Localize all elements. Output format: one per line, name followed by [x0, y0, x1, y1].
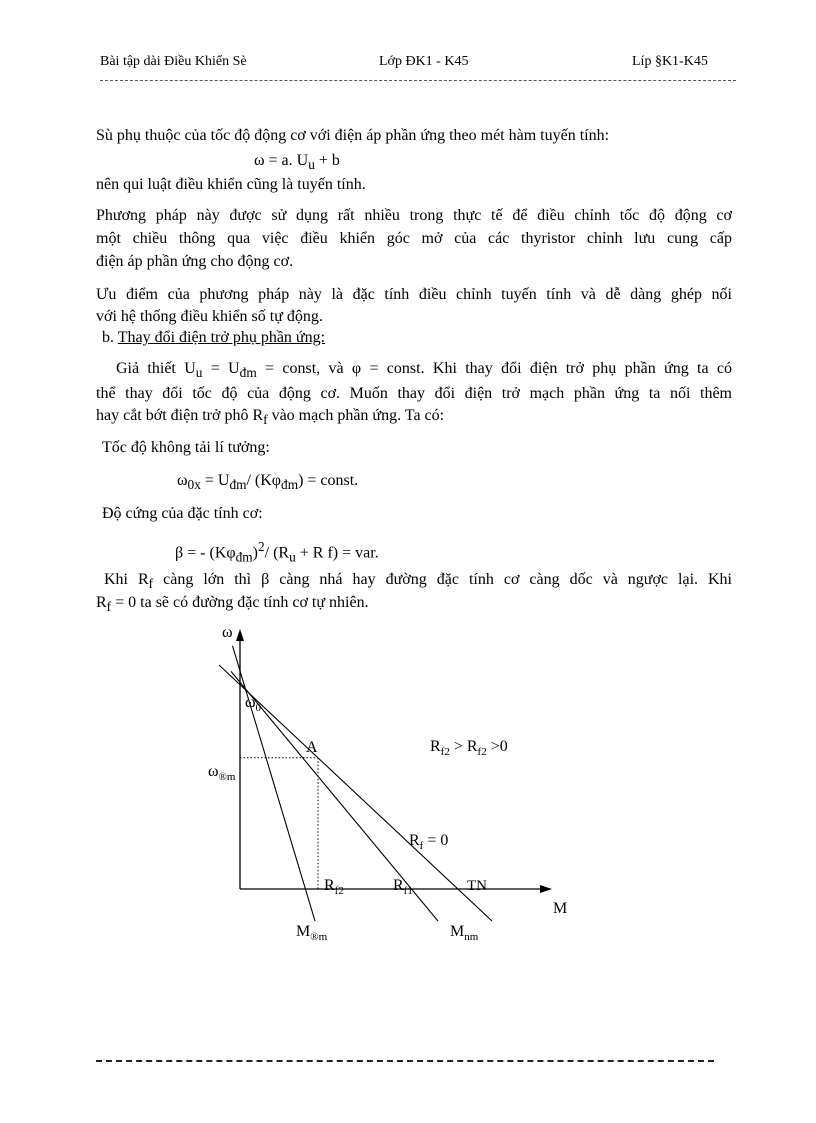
stiffness-formula: β = - $(K\varphi_{đm})^2/$ ($R_u + R$ f) = var. — [175, 539, 379, 565]
header-right: Líp §K1-K45 — [632, 54, 708, 69]
no-load-speed-label: Tốc độ không tải lí tưởng: — [102, 439, 270, 456]
section-b-heading: b. Thay đổi điện trở phụ phần ứng: — [102, 329, 326, 346]
footer-divider — [96, 1060, 714, 1062]
para7-line2: $R_f = 0$ ta sẽ có đường đặc tính cơ tự nhiên. — [96, 594, 369, 615]
rf-zero-label: $R_f = 0$ — [409, 832, 449, 852]
point-a-label: A — [306, 739, 318, 756]
header-left: Bài tập dài Điều Khiển Sè — [100, 54, 247, 69]
rf2-label: $R_{f2}$ — [324, 877, 344, 897]
stiffness-label: Độ cứng của đặc tính cơ: — [102, 505, 263, 522]
para1-line1: Sù phụ thuộc của tốc độ động cơ với điện áp phần ứng theo mét hàm tuyến tính: — [96, 127, 610, 144]
para3-line1: Ưu điểm của phương pháp này là đặc tính điều chỉnh tuyến tính và dễ dàng ghép nối — [96, 286, 732, 303]
no-load-speed-formula: $\omega_{0x} = U_{đm}/$ $(K\varphi_{đm})$ = const. — [177, 472, 359, 493]
para2-line2: một chiều thông qua việc điều khiển góc mở của các thyristor chỉnh lưu cung cấp — [96, 230, 732, 247]
omega-axis-arrow — [236, 629, 244, 641]
para7-line1: Khi $R_f$ càng lớn thì β càng nhá hay đường đặc tính cơ càng dốc và ngược lại. Khi — [104, 571, 733, 592]
omega-axis-label: ω — [222, 624, 233, 641]
torque-axis-label: M — [553, 900, 568, 917]
header-center: Lớp ĐK1 - K45 — [379, 54, 469, 69]
m-nm-label: $M_{nm}$ — [450, 923, 479, 943]
para4-line2: thể thay đổi tốc độ của động cơ. Muốn thay đổi điện trở mạch phần ứng ta nối thêm — [96, 385, 732, 402]
para1-line2: nên qui luật điều khiển cũng là tuyến tính. — [96, 176, 366, 193]
para3-line2: với hệ thống điều khiển số tự động. — [96, 308, 323, 325]
para4-line1: Giả thiết $U_u = U_{đm}$ = const, và φ = const. Khi thay đổi điện trở phụ phần ứng ta có — [116, 360, 733, 381]
para4-line3: hay cắt bớt điện trở phô $R_f$ vào mạch phần ứng. Ta có: — [96, 407, 445, 428]
resistance-inequality: $R_{f2} > R_{f2} >0$ — [430, 738, 508, 758]
para2-line1: Phương pháp này được sử dụng rất nhiều trong thực tế để điều chỉnh tốc độ động cơ — [96, 207, 732, 224]
omega-rated-label: $\omega_{®m}$ — [208, 763, 236, 783]
torque-axis-arrow — [540, 885, 552, 893]
m-rated-label: $M_{®m}$ — [296, 923, 328, 943]
rf1-label: $R_{f1}$ — [393, 877, 413, 897]
omega0-label: $\omega_0$ — [245, 694, 262, 714]
formula-omega: ω = a. $U_u + b$ — [254, 152, 340, 173]
para2-line3: điện áp phần ứng cho động cơ. — [96, 253, 294, 270]
tn-label: TN — [467, 878, 487, 894]
rf2-characteristic-line — [233, 646, 316, 921]
